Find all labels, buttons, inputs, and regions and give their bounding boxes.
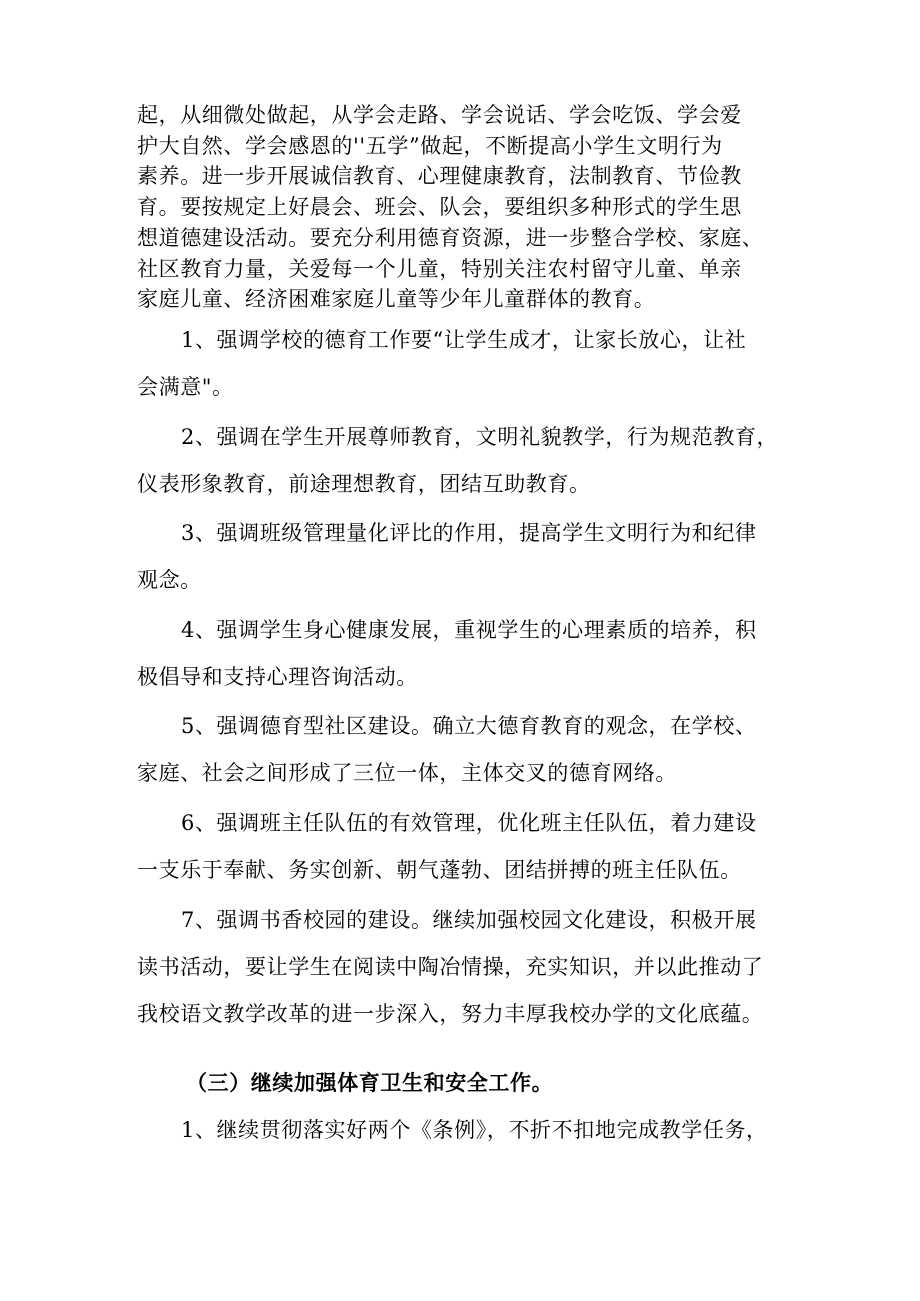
- list-item-2: [137, 414, 789, 508]
- list-item-line: 观念。: [137, 568, 202, 592]
- intro-line: 社区教育力量，关爱每一个儿童，特别关注农村留守儿童、单亲: [137, 256, 742, 281]
- list-item-line: 2、强调在学生开展尊师教育，文明礼貌教学，行为规范教育，: [181, 425, 779, 449]
- list-item-last: [137, 1107, 789, 1154]
- intro-paragraph: [137, 100, 789, 315]
- section-heading: （三）继续加强体育卫生和安全工作。: [186, 1070, 554, 1095]
- list-item-3: [137, 510, 789, 604]
- list-item-line: 仪表形象教育，前途理想教育，团结互助教育。: [137, 472, 591, 496]
- list-item-5: [137, 703, 789, 797]
- list-item-line: 极倡导和支持心理咨询活动。: [137, 665, 418, 689]
- intro-line: 家庭儿童、经济困难家庭儿童等少年儿童群体的教育。: [137, 287, 656, 312]
- list-item-4: [137, 607, 789, 701]
- intro-line: 育。要按规定上好晨会、班会、队会，要组织多种形式的学生思: [137, 195, 742, 220]
- list-item-line: 1、继续贯彻落实好两个《条例》，不折不扣地完成教学任务，: [181, 1118, 768, 1142]
- list-item-line: 5、强调德育型社区建设。确立大德育教育的观念，在学校、: [181, 714, 757, 738]
- list-item-line: 1、强调学校的德育工作要“让学生成才，让家长放心，让社: [181, 328, 747, 352]
- list-item-line: 7、强调书香校园的建设。继续加强校园文化建设，积极开展: [181, 908, 757, 932]
- intro-line: 素养。进一步开展诚信教育、心理健康教育，法制教育、节俭教: [137, 164, 742, 189]
- list-item-line: 读书活动，要让学生在阅读中陶冶情操，充实知识，并以此推动了: [137, 955, 764, 979]
- intro-line: 想道德建设活动。要充分利用德育资源，进一步整合学校、家庭、: [137, 225, 764, 250]
- list-item-1: [137, 317, 789, 411]
- intro-line: 护大自然、学会感恩的''五学”做起，不断提高小学生文明行为: [137, 133, 723, 158]
- intro-line: 起，从细微处做起，从学会走路、学会说话、学会吃饭、学会爱: [137, 103, 742, 127]
- list-item-line: 3、强调班级管理量化评比的作用，提高学生文明行为和纪律: [181, 521, 757, 545]
- list-item-line: 4、强调学生身心健康发展，重视学生的心理素质的培养，积: [181, 618, 757, 642]
- list-item-6: [137, 800, 789, 894]
- list-item-line: 6、强调班主任队伍的有效管理，优化班主任队伍，着力建设: [181, 811, 757, 835]
- list-item-7: [137, 897, 789, 1038]
- list-item-line: 我校语文教学改革的进一步深入，努力丰厚我校办学的文化底蕴。: [137, 1002, 764, 1026]
- list-item-line: 一支乐于奉献、务实创新、朝气蓬勃、团结拼搏的班主任队伍。: [137, 858, 742, 882]
- list-item-line: 会满意"。: [137, 375, 234, 399]
- list-item-line: 家庭、社会之间形成了三位一体，主体交叉的德育网络。: [137, 761, 677, 785]
